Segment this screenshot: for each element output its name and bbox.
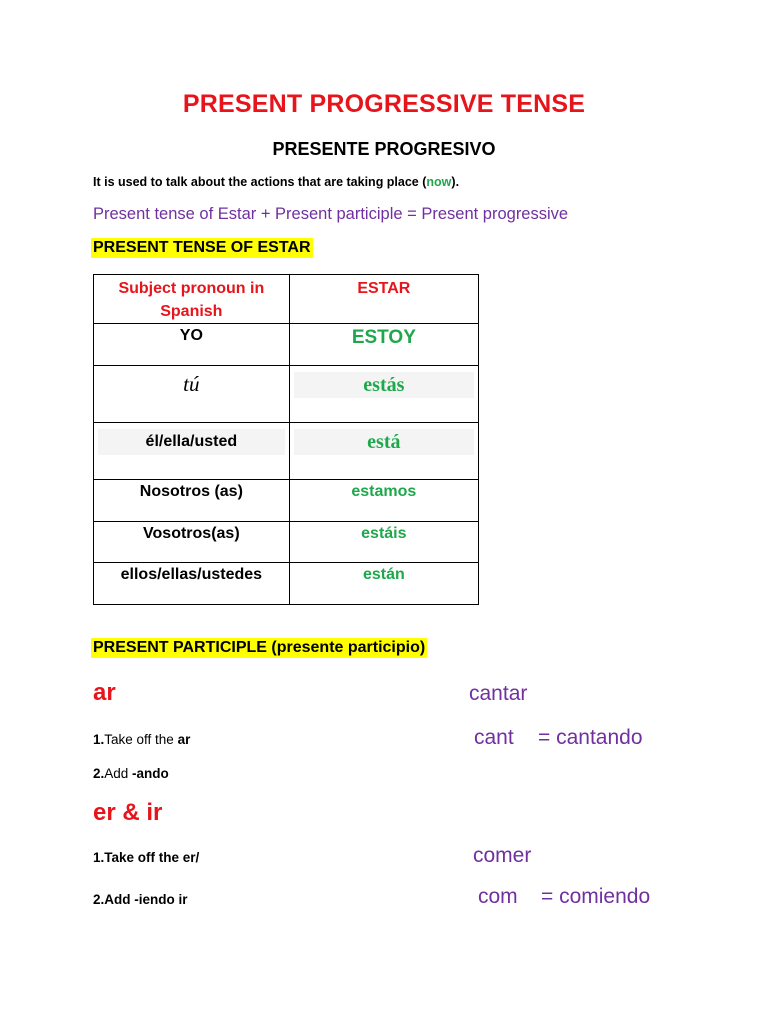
header-estar: ESTAR	[289, 275, 478, 324]
pronoun-cell: Vosotros(as)	[94, 522, 290, 563]
er-ir-label: er & ir	[93, 799, 163, 826]
table-row	[94, 324, 479, 366]
ar-example-result: = cantando	[538, 726, 643, 749]
table-row	[94, 366, 479, 423]
ar-step-2	[93, 766, 169, 781]
er-ir-example-verb: comer	[473, 844, 532, 867]
intro-now: now	[426, 175, 452, 189]
estar-heading-text: PRESENT TENSE OF ESTAR	[93, 239, 311, 256]
estar-conjugation-table	[93, 274, 479, 605]
ar-example-stem: cant	[474, 726, 514, 749]
ar-step-2-num: 2.	[93, 766, 105, 781]
pronoun-cell: tú	[183, 372, 200, 396]
table-row	[94, 423, 479, 480]
intro-text	[93, 175, 459, 189]
ar-step-1	[93, 732, 190, 747]
formula: Present tense of Estar + Present participle = Present progressive	[93, 205, 569, 223]
table-header-row	[94, 275, 479, 324]
pronoun-cell: ellos/ellas/ustedes	[94, 563, 290, 605]
participle-heading-text: PRESENT PARTICIPLE (presente participio)	[93, 639, 426, 656]
intro-before: It is used to talk about the actions that are taking place (	[93, 175, 427, 189]
er-ir-step-2: 2.Add -iendo ir	[93, 892, 188, 907]
participle-heading	[91, 639, 427, 657]
form-cell: ESTOY	[289, 324, 478, 366]
table-row	[94, 480, 479, 522]
estar-heading	[91, 239, 313, 257]
page-title: PRESENT PROGRESSIVE TENSE	[182, 90, 586, 118]
ar-label: ar	[93, 679, 116, 706]
ar-step-1-text: Take off the	[104, 732, 178, 747]
ar-step-2-bold: -ando	[132, 766, 169, 781]
header-pronoun: Subject pronoun in Spanish	[94, 275, 290, 324]
form-cell: estamos	[289, 480, 478, 522]
form-cell: estás	[294, 372, 474, 398]
er-ir-example-result: = comiendo	[541, 885, 651, 908]
ar-step-1-num: 1.	[93, 732, 105, 747]
page-subtitle: PRESENTE PROGRESIVO	[272, 139, 496, 159]
intro-after: ).	[451, 175, 460, 189]
ar-step-2-text: Add	[104, 766, 133, 781]
form-cell: está	[294, 429, 474, 455]
form-cell: están	[289, 563, 478, 605]
table-row	[94, 522, 479, 563]
er-ir-example-stem: com	[478, 885, 518, 908]
pronoun-cell: él/ella/usted	[98, 429, 285, 455]
er-ir-step-1: 1.Take off the er/	[93, 850, 200, 865]
pronoun-cell: Nosotros (as)	[94, 480, 290, 522]
table-row	[94, 563, 479, 605]
ar-example-verb: cantar	[469, 682, 528, 705]
ar-step-1-bold: ar	[177, 732, 191, 747]
form-cell: estáis	[289, 522, 478, 563]
pronoun-cell: YO	[94, 324, 290, 366]
